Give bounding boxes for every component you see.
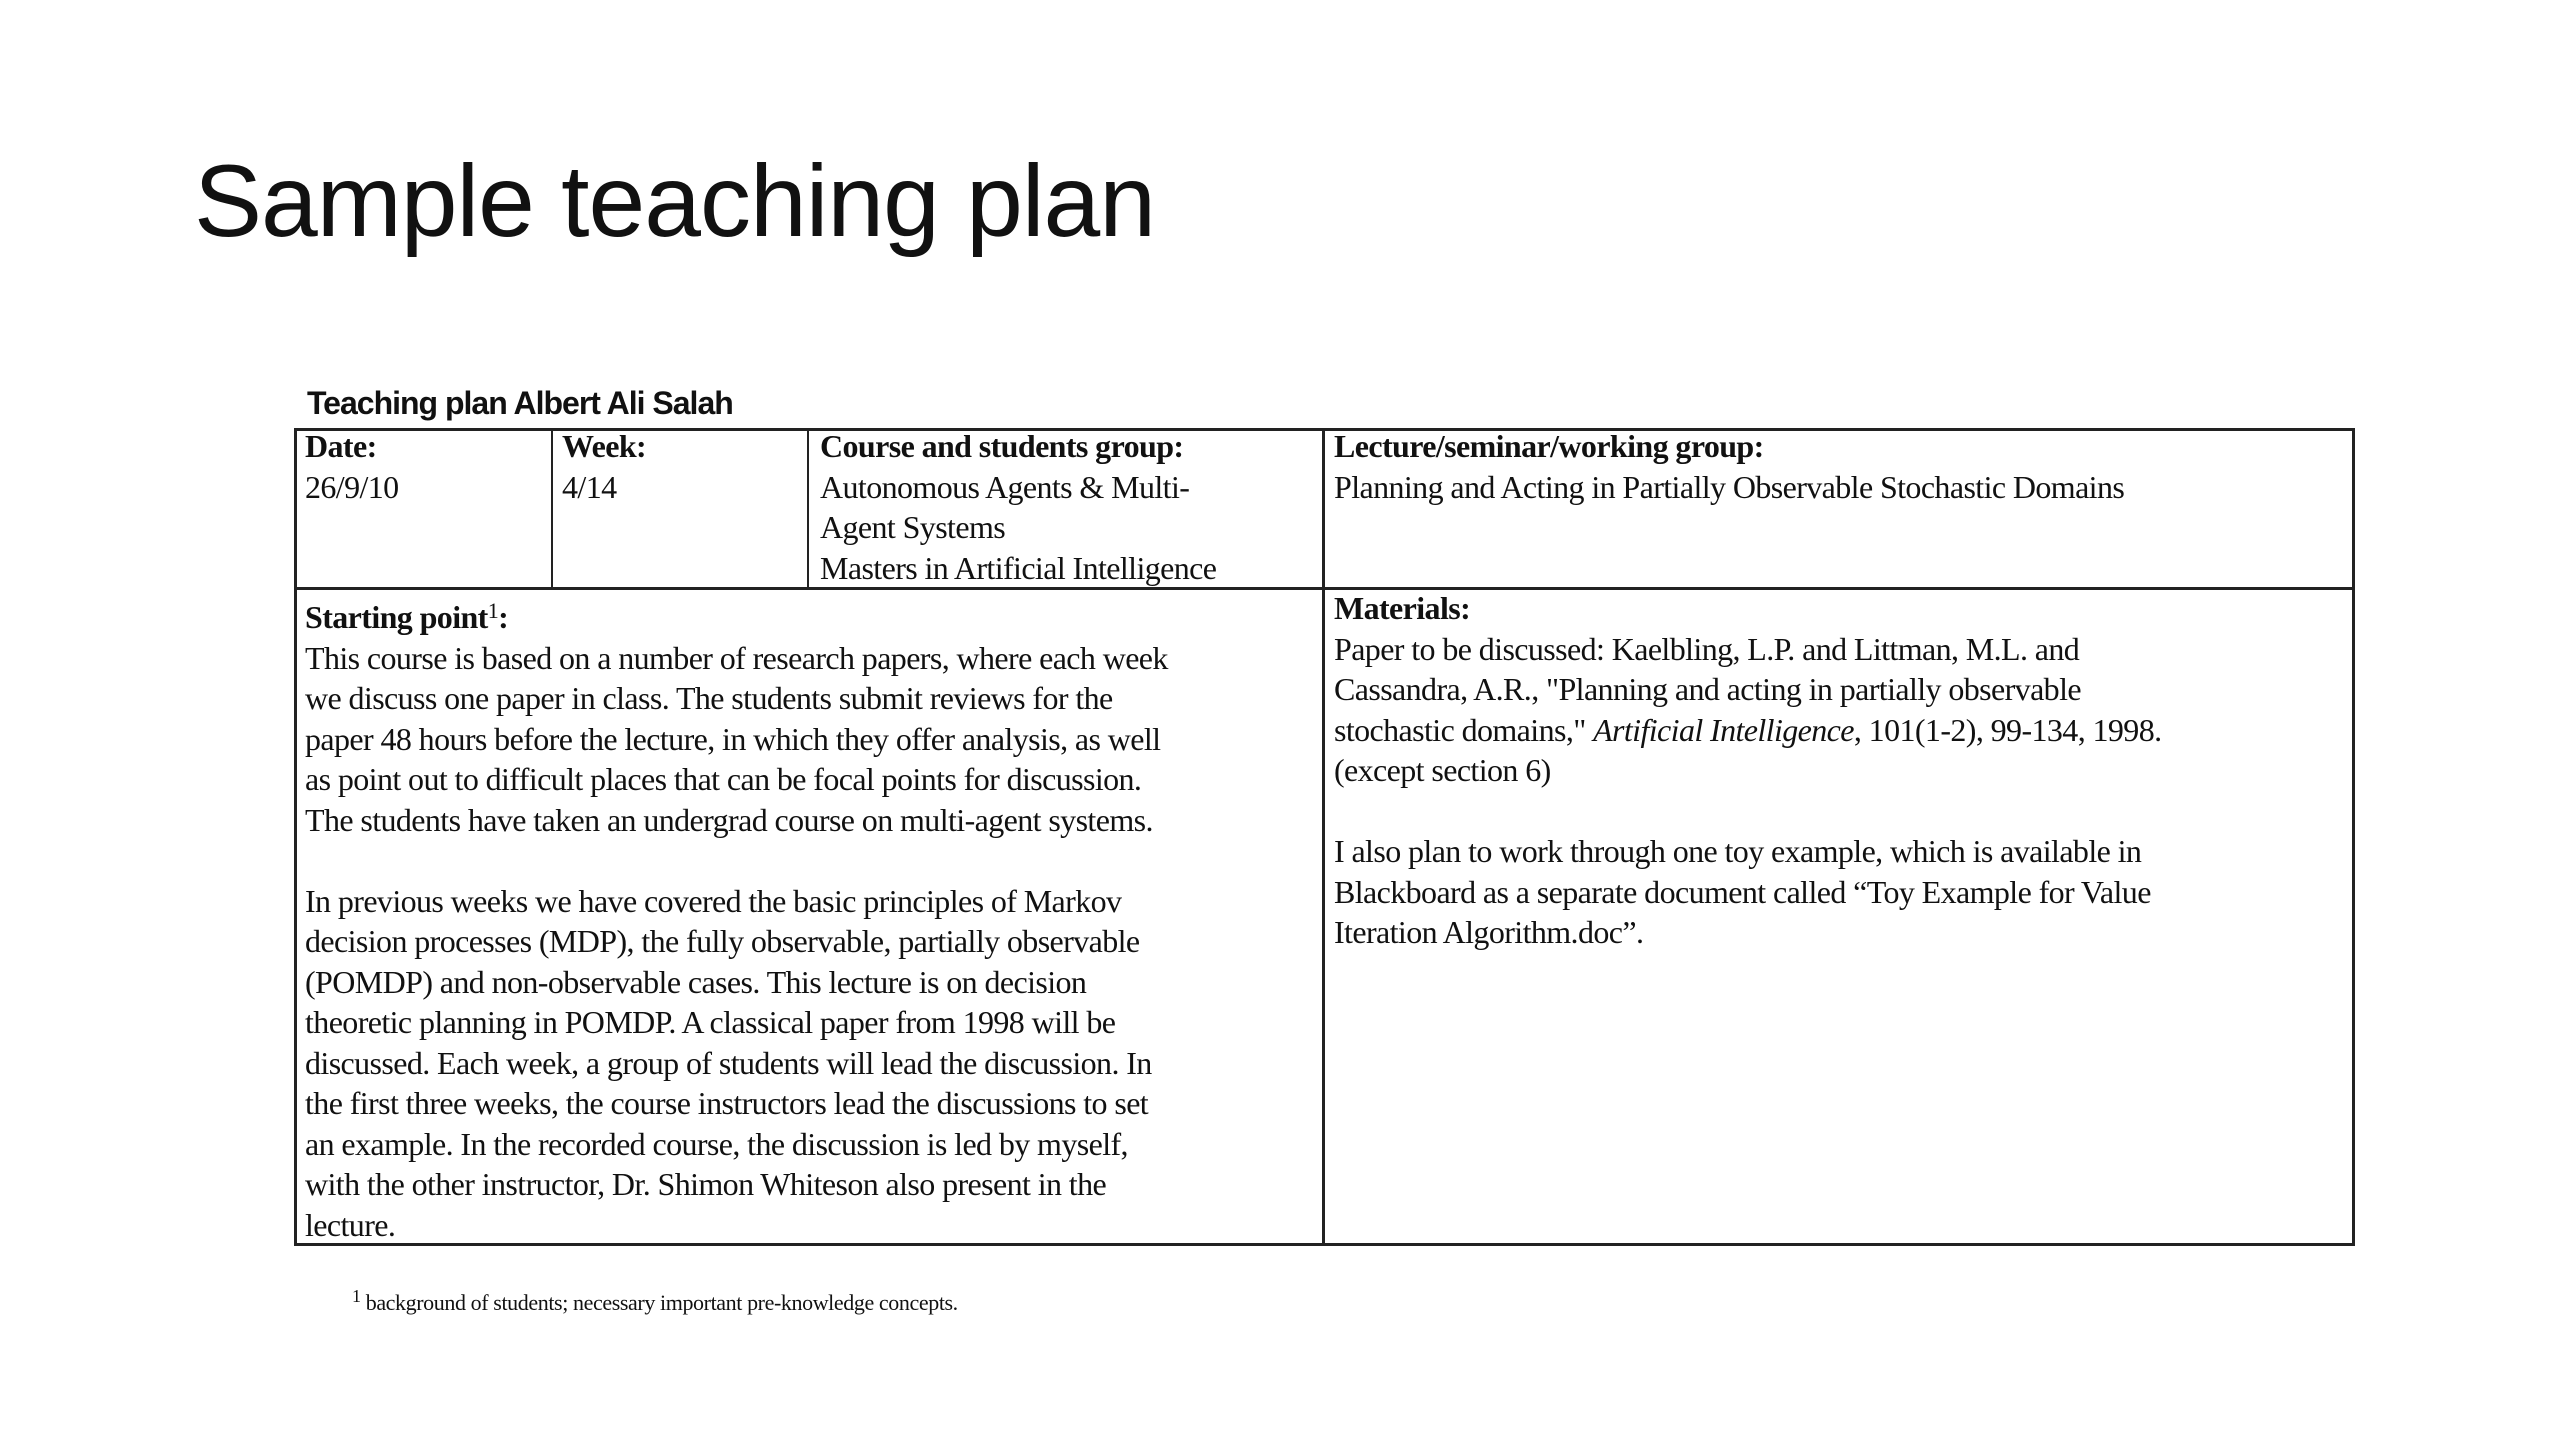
materials-line: I also plan to work through one toy example, which is available in	[1334, 833, 2142, 869]
footnote	[352, 1286, 958, 1316]
course-label: Course and students group:	[820, 428, 1184, 464]
week-label: Week:	[562, 428, 647, 464]
materials-line: Cassandra, A.R., "Planning and acting in partially observable	[1334, 671, 2081, 707]
paragraph-line: lecture.	[305, 1206, 396, 1243]
lecture-value: Planning and Acting in Partially Observable Stochastic Domains	[1334, 468, 2125, 505]
paragraph-line: the first three weeks, the course instructors lead the discussions to set	[305, 1085, 1149, 1121]
paragraph-line: discussed. Each week, a group of students will lead the discussion. In	[305, 1044, 1152, 1081]
date-cell	[305, 426, 399, 507]
course-line: Agent Systems	[820, 509, 1006, 545]
week-cell	[562, 426, 646, 507]
paragraph-line: The students have taken an undergrad course on multi-agent systems.	[305, 801, 1153, 838]
paragraph-line: decision processes (MDP), the fully observable, partially observable	[305, 923, 1140, 959]
course-line: Autonomous Agents & Multi-	[820, 468, 1190, 505]
footnote-ref: 1	[487, 598, 499, 623]
document-heading: Teaching plan Albert Ali Salah	[307, 385, 733, 421]
materials-line: Blackboard as a separate document called “Toy Example for Value	[1334, 873, 2151, 910]
date-label: Date:	[305, 428, 377, 464]
materials-line: Paper to be discussed: Kaelbling, L.P. and Littman, M.L. and	[1334, 630, 2080, 667]
materials-line: , 101(1-2), 99-134, 1998.	[1853, 711, 2162, 748]
starting-point-colon: :	[498, 599, 509, 635]
paragraph-line: paper 48 hours before the lecture, in which they offer analysis, as well	[305, 720, 1161, 757]
paragraph-line: theoretic planning in POMDP. A classical paper from 1998 will be	[305, 1004, 1116, 1040]
lecture-label: Lecture/seminar/working group:	[1334, 428, 1764, 464]
starting-point-cell	[305, 597, 1168, 1245]
course-line: Masters in Artificial Intelligence	[820, 549, 1217, 586]
lecture-cell	[1334, 426, 2124, 507]
course-cell	[820, 426, 1216, 588]
week-value: 4/14	[562, 468, 617, 505]
column-divider	[807, 428, 809, 588]
footnote-text: background of students; necessary important pre-knowledge concepts.	[365, 1290, 958, 1315]
paragraph-line: as point out to difficult places that can be focal points for discussion.	[305, 761, 1142, 797]
materials-cell	[1334, 588, 2162, 953]
paragraph-line: with the other instructor, Dr. Shimon Whiteson also present in the	[305, 1166, 1107, 1202]
column-divider	[1322, 428, 1325, 1246]
materials-label: Materials:	[1334, 590, 1471, 626]
date-value: 26/9/10	[305, 468, 399, 505]
footnote-mark: 1	[352, 1286, 361, 1306]
starting-point-label: Starting point	[305, 599, 488, 635]
materials-line: Iteration Algorithm.doc”.	[1334, 914, 1644, 950]
paragraph-line: This course is based on a number of research papers, where each week	[305, 639, 1168, 676]
slide-title: Sample teaching plan	[194, 144, 1156, 258]
paragraph-line: an example. In the recorded course, the discussion is led by myself,	[305, 1125, 1128, 1162]
materials-line: (except section 6)	[1334, 752, 1551, 788]
journal-name: Artificial Intelligence	[1593, 711, 1854, 748]
paragraph-line: In previous weeks we have covered the basic principles of Markov	[305, 882, 1122, 919]
materials-line: stochastic domains,"	[1334, 711, 1594, 748]
column-divider	[551, 428, 553, 588]
paragraph-line: we discuss one paper in class. The students submit reviews for the	[305, 680, 1113, 716]
paragraph-line: (POMDP) and non-observable cases. This lecture is on decision	[305, 963, 1087, 1000]
